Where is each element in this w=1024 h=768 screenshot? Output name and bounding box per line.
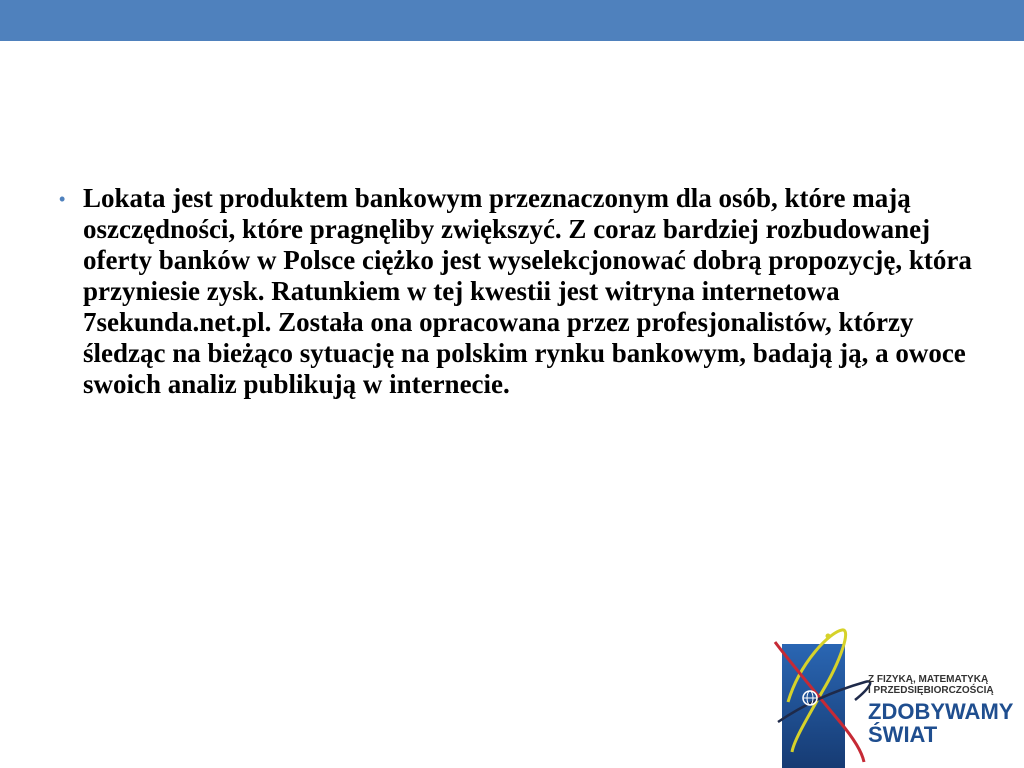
top-accent-bar: [0, 0, 1024, 41]
electron-dot: [826, 634, 831, 639]
logo-caption: [868, 674, 1024, 746]
logo-line-2: I PRZEDSIĘBIORCZOŚCIĄ: [868, 685, 994, 696]
slide-content: [59, 183, 979, 400]
bullet-paragraph: Lokata jest produktem bankowym przeznaczonym dla osób, które mają oszczędności, które pragnęliby zwiększyć. Z coraz bardziej rozbudowanej oferty banków w Polsce ciężko jest wyselekcjonować dobrą propozycję, która przyniesie zysk. Ratunkiem w tej kwestii jest witryna internetowa 7sekunda.net.pl. Została ona opracowana przez profesjonalistów, którzy śledząc na bieżąco sytuację na polskim rynku bankowym, badają ją, a owoce swoich analiz publikują w internecie.: [83, 183, 972, 399]
logo-line-3: ZDOBYWAMY: [868, 699, 1014, 724]
bullet-item: [59, 183, 979, 400]
bullet-marker: •: [59, 189, 66, 209]
project-logo: [770, 622, 1024, 768]
logo-line-4: ŚWIAT: [868, 722, 938, 747]
logo-line-1: Z FIZYKĄ, MATEMATYKĄ: [868, 674, 989, 685]
